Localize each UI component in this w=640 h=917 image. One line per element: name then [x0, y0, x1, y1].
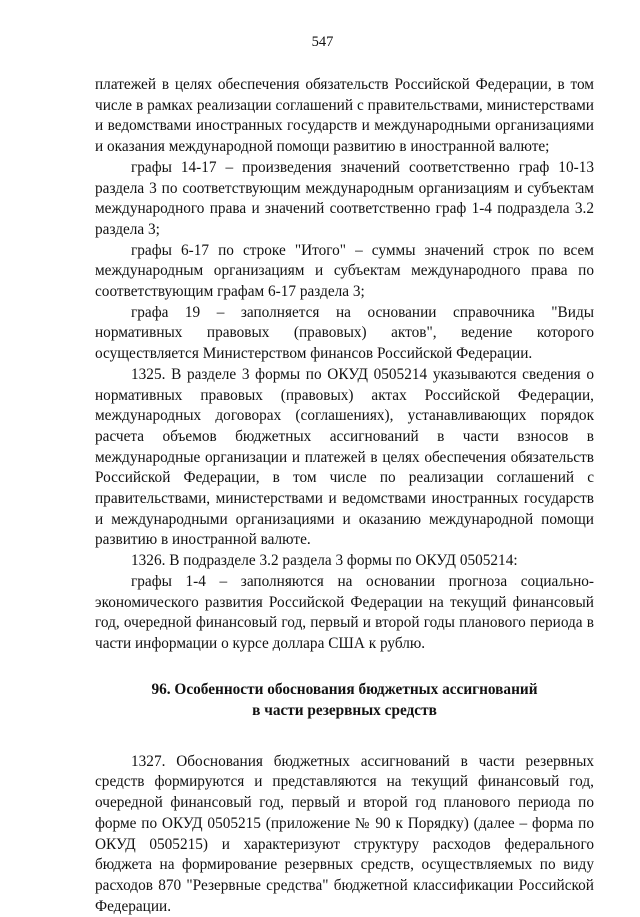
paragraph-columns-6-17-total: графы 6-17 по строке "Итого" – суммы значений строк по всем международным организациям и субъектам международного права по соответствующим графам 6-17 раздела 3;	[95, 241, 594, 301]
paragraph-1327: 1327. Обоснования бюджетных ассигнований в части резервных средств формируются и представляются на текущий финансовый год, очередной финансовый год, первый и второй год планового периода по форме по ОКУД 0505215 (приложение № 90 к Порядку) (далее – форма по ОКУД 0505215) и характеризуют структуру расходов федерального бюджета на формирование резервных средств, осуществляемых по виду расходов 870 "Резервные средства" бюджетной классификации Российской Федерации.	[95, 752, 594, 915]
paragraph-column-19: графа 19 – заполняется на основании справочника "Виды нормативных правовых (правовых) актов", ведение которого осуществляется Министерством финансов Российской Федерации.	[95, 303, 594, 363]
paragraph-columns-14-17: графы 14-17 – произведения значений соответственно граф 10-13 раздела 3 по соответствующим международным организациям и субъектам международного права и значений соответственно граф 1-4 подраздела 3.2 раздела 3;	[95, 158, 594, 238]
section-heading-line-1: 96. Особенности обоснования бюджетных ассигнований	[151, 680, 538, 698]
paragraph-columns-1-4: графы 1-4 – заполняются на основании прогноза социально-экономического развития Российской Федерации на текущий финансовый год, очередной финансовый год, первый и второй годы планового периода в части информации о курсе доллара США к рублю.	[95, 572, 594, 652]
paragraph-1325: 1325. В разделе 3 формы по ОКУД 0505214 указываются сведения о нормативных правовых (правовых) актах Российской Федерации, международных договорах (соглашениях), устанавливающих порядок расчета объемов бюджетных ассигнований в части взносов в международные организации и платежей в целях обеспечения обязательств Российской Федерации, в том числе по реализации соглашений с правительствами, министерствами и ведомствами иностранных государств и международными организациями и оказанию международной помощи развитию в иностранной валюте.	[95, 365, 594, 549]
section-heading-line-2: в части резервных средств	[252, 701, 437, 719]
section-heading	[95, 679, 594, 721]
paragraph-continuation: платежей в целях обеспечения обязательств Российской Федерации, в том числе в рамках реализации соглашений с правительствами, министерствами и ведомствами иностранных государств и международными организациями и оказания международной помощи развитию в иностранной валюте;	[95, 76, 594, 156]
page-number: 547	[311, 34, 334, 50]
paragraph-1326: 1326. В подразделе 3.2 раздела 3 формы по ОКУД 0505214:	[131, 552, 518, 570]
